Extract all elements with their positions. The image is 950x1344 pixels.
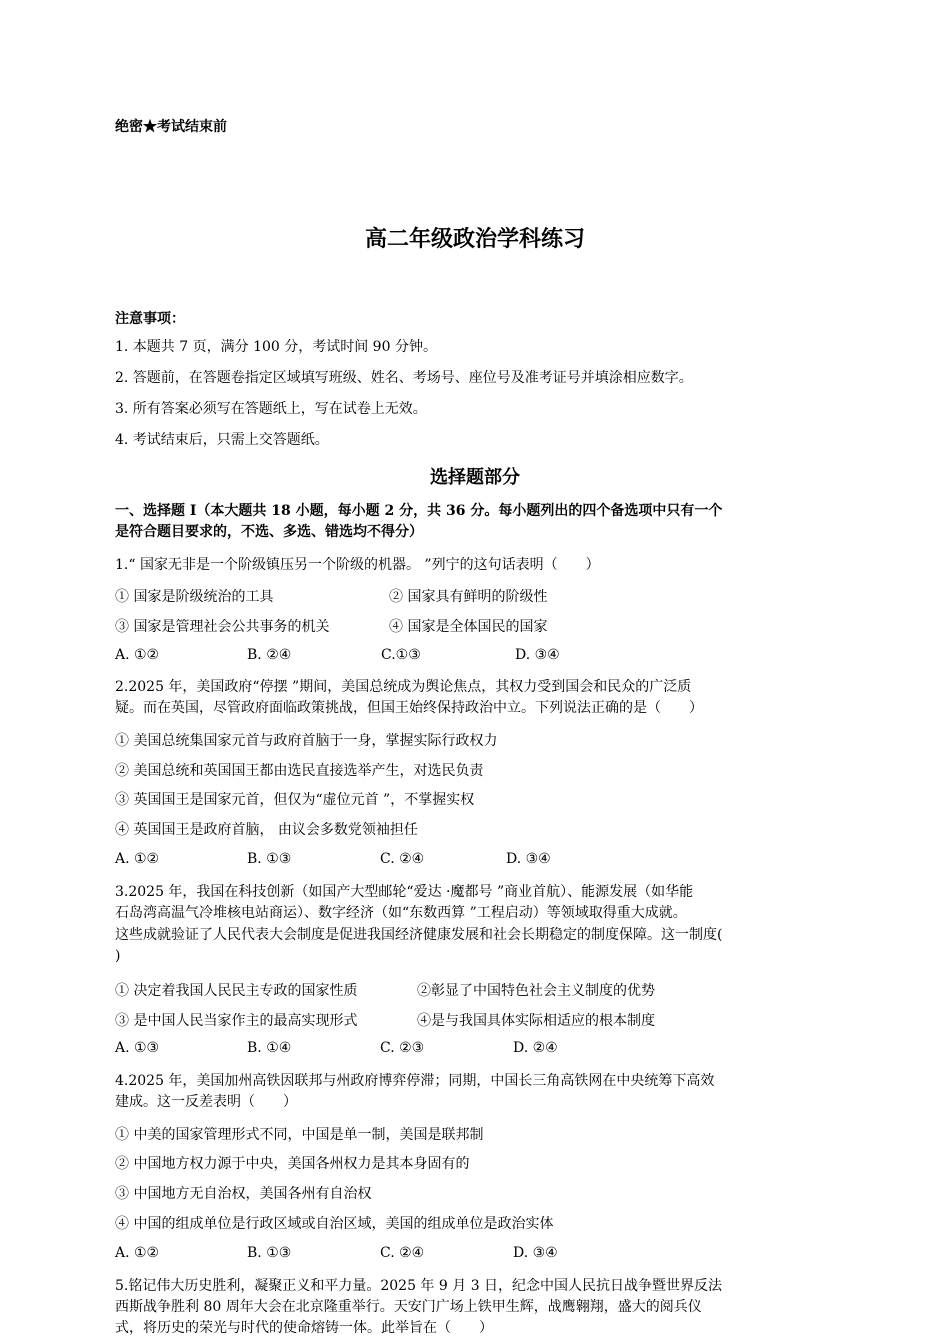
section-instruction: 一、选择题 Ⅰ（本大题共 18 小题，每小题 2 分，共 36 分。每小题列出的四个备选项中只有一个 bbox=[115, 503, 723, 519]
confidential-label: 绝密★考试结束前 bbox=[115, 119, 227, 135]
question-stem: 4.2025 年，美国加州高铁因联邦与州政府博弈停滞；同期，中国长三角高铁网在中央统筹下高效 bbox=[115, 1073, 715, 1089]
choice-b[interactable]: B. ②④ bbox=[247, 647, 292, 663]
choice-b[interactable]: B. ①③ bbox=[247, 851, 292, 867]
choice-d[interactable]: D. ②④ bbox=[513, 1040, 558, 1056]
choice-d[interactable]: D. ③④ bbox=[506, 851, 551, 867]
statement: ③ 英国国王是国家元首，但仅为“虚位元首 ”，不掌握实权 bbox=[115, 792, 475, 808]
notice-heading: 注意事项： bbox=[115, 311, 185, 327]
statement-row bbox=[115, 586, 815, 604]
statement: ③ 是中国人民当家作主的最高实现形式 bbox=[115, 1013, 358, 1029]
choice-b[interactable]: B. ①④ bbox=[247, 1040, 292, 1056]
question-stem: 疑。而在英国，尽管政府面临政策挑战，但国王始终保持政治中立。下列说法正确的是（ ） bbox=[115, 700, 703, 716]
choice-a[interactable]: A. ①② bbox=[115, 851, 160, 867]
question-stem: 石岛湾高温气冷堆核电站商运）、数字经济（如“东数西算 ”工程启动）等领域取得重大成就。 bbox=[115, 905, 687, 921]
statement: ① 中美的国家管理形式不同，中国是单一制，美国是联邦制 bbox=[115, 1127, 484, 1143]
question-stem: 3.2025 年，我国在科技创新（如国产大型邮轮“爱达 ·魔都号 ”商业首航）、能源发展（如华能 bbox=[115, 884, 694, 900]
choice-c[interactable]: C. ②④ bbox=[380, 1245, 425, 1261]
statement: ② 中国地方权力源于中央，美国各州权力是其本身固有的 bbox=[115, 1156, 470, 1172]
statement: ②彰显了中国特色社会主义制度的优势 bbox=[417, 983, 655, 999]
answer-choices bbox=[115, 1245, 815, 1263]
statement: ② 美国总统和英国国王都由选民直接选举产生，对选民负责 bbox=[115, 763, 484, 779]
choice-c[interactable]: C.①③ bbox=[381, 647, 421, 663]
choice-d[interactable]: D. ③④ bbox=[513, 1245, 558, 1261]
notice-item: 2. 答题前，在答题卷指定区域填写班级、姓名、考场号、座位号及准考证号并填涂相应数字。 bbox=[115, 370, 693, 386]
statement: ④是与我国具体实际相适应的根本制度 bbox=[417, 1013, 655, 1029]
question-stem: 1.“ 国家无非是一个阶级镇压另一个阶级的机器。 ”列宁的这句话表明（ ） bbox=[115, 557, 600, 573]
question-stem: 2.2025 年，美国政府“停摆 ”期间，美国总统成为舆论焦点，其权力受到国会和民众的广泛质 bbox=[115, 679, 692, 695]
question-stem: 式，将历史的荣光与时代的使命熔铸一体。此举旨在（ ） bbox=[115, 1320, 493, 1336]
question-stem: 5.铭记伟大历史胜利，凝聚正义和平力量。2025 年 9 月 3 日，纪念中国人民抗日战争暨世界反法 bbox=[115, 1278, 723, 1294]
choice-d[interactable]: D. ③④ bbox=[515, 647, 560, 663]
question-stem: 这些成就验证了人民代表大会制度是促进我国经济健康发展和社会长期稳定的制度保障。这一制度( bbox=[115, 927, 723, 943]
statement: ② 国家具有鲜明的阶级性 bbox=[389, 589, 548, 605]
statement-row bbox=[115, 616, 815, 634]
statement: ④ 国家是全体国民的国家 bbox=[389, 619, 548, 635]
statement: ① 国家是阶级统治的工具 bbox=[115, 589, 274, 605]
choice-a[interactable]: A. ①② bbox=[115, 1245, 160, 1261]
notice-item: 4. 考试结束后，只需上交答题纸。 bbox=[115, 432, 329, 448]
statement: ③ 中国地方无自治权，美国各州有自治权 bbox=[115, 1186, 372, 1202]
choice-c[interactable]: C. ②④ bbox=[380, 851, 425, 867]
answer-choices bbox=[115, 647, 815, 665]
statement: ① 美国总统集国家元首与政府首脑于一身，掌握实际行政权力 bbox=[115, 733, 498, 749]
statement: ④ 英国国王是政府首脑， 由议会多数党领袖担任 bbox=[115, 822, 418, 838]
section-title: 选择题部分 bbox=[430, 467, 520, 488]
choice-a[interactable]: A. ①③ bbox=[115, 1040, 160, 1056]
choice-b[interactable]: B. ①③ bbox=[247, 1245, 292, 1261]
statement: ③ 国家是管理社会公共事务的机关 bbox=[115, 619, 330, 635]
notice-item: 3. 所有答案必须写在答题纸上，写在试卷上无效。 bbox=[115, 401, 427, 417]
question-stem: 西斯战争胜利 80 周年大会在北京隆重举行。天安门广场上铁甲生辉，战鹰翱翔，盛大的阅兵仪 bbox=[115, 1299, 702, 1315]
page-title: 高二年级政治学科练习 bbox=[364, 226, 585, 252]
answer-choices bbox=[115, 851, 815, 869]
statement: ① 决定着我国人民民主专政的国家性质 bbox=[115, 983, 358, 999]
notice-item: 1. 本题共 7 页，满分 100 分，考试时间 90 分钟。 bbox=[115, 339, 437, 355]
statement-row bbox=[115, 1010, 815, 1028]
section-instruction: 是符合题目要求的，不选、多选、错选均不得分） bbox=[115, 524, 423, 540]
statement: ④ 中国的组成单位是行政区域或自治区域，美国的组成单位是政治实体 bbox=[115, 1216, 554, 1232]
choice-a[interactable]: A. ①② bbox=[115, 647, 160, 663]
answer-choices bbox=[115, 1040, 815, 1058]
question-stem: 建成。这一反差表明（ ） bbox=[115, 1094, 297, 1110]
choice-c[interactable]: C. ②③ bbox=[380, 1040, 425, 1056]
question-stem: ) bbox=[115, 948, 121, 964]
statement-row bbox=[115, 980, 815, 998]
